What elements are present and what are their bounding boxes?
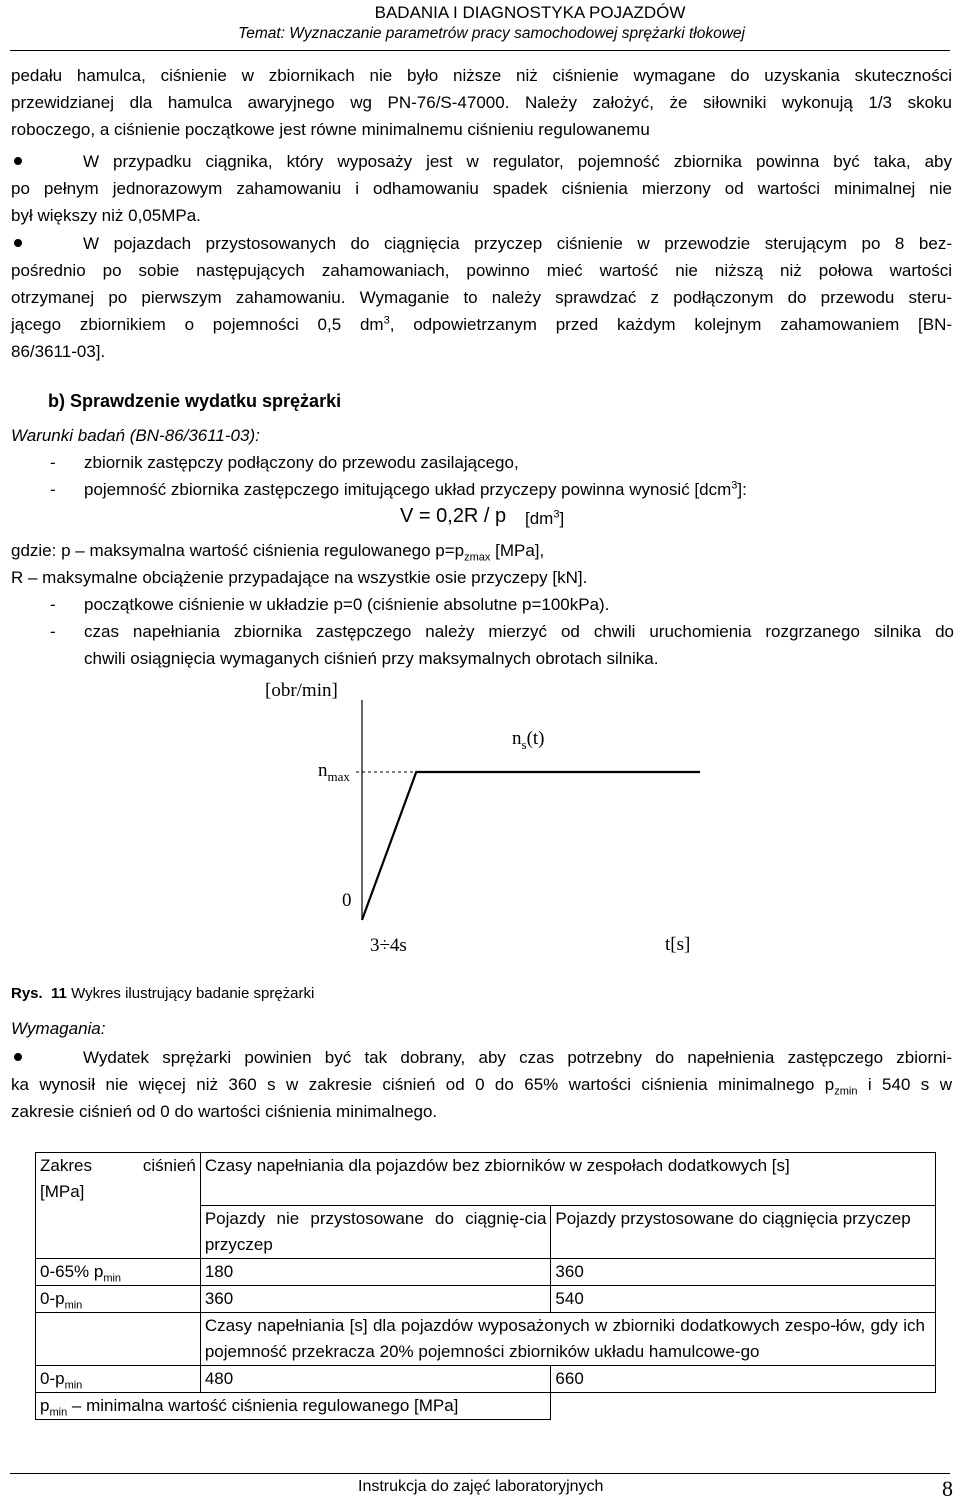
- header-title: BADANIA I DIAGNOSTYKA POJAZDÓW: [374, 3, 686, 22]
- requirements-line-2: ka wynosił nie więcej niż 360 s w zakresie ciśnień od 0 do 65% wartości ciśnienia minimalnego $p_{zmin}$ i 540 s w: [11, 1075, 952, 1098]
- bullet2-line-2: pośrednio po sobie następujących zahamowaniach, powinno mieć wartość nie niższą niż połowa wartości: [11, 261, 952, 280]
- figure-caption: Rys. 11 Wykres ilustrujący badanie sprężarki: [11, 985, 315, 1002]
- fill-times-table: [35, 1152, 936, 1420]
- list-dash: -: [50, 595, 56, 614]
- chart: [0, 670, 960, 970]
- requirements-line-3: zakresie ciśnień od 0 do wartości ciśnienia minimalnego.: [11, 1102, 438, 1121]
- header-times-cell: Czasy napełniania dla pojazdów bez zbiorników w zespołach dodatkowych [s]: [200, 1153, 935, 1206]
- x-axis-label: t[s]: [665, 934, 691, 955]
- nmax-label: $n_{max}$: [318, 760, 350, 784]
- header-col1-cell: Pojazdy nie przystosowane do ciągnię-cia przyczep: [200, 1206, 551, 1259]
- requirements-line-1: Wydatek sprężarki powinien być tak dobrany, aby czas potrzebny do napełnienia zastępczego zbiorni-: [83, 1048, 952, 1067]
- row-value: 360: [551, 1259, 936, 1286]
- page-number: 8: [942, 1476, 953, 1501]
- table-row: [36, 1153, 936, 1206]
- table-footnote: $p_{min}$ – minimalna wartość ciśnienia regulowanego [MPa]: [36, 1393, 551, 1420]
- intro-line-3: roboczego, a ciśnienie początkowe jest równe minimalnemu ciśnieniu regulowanemu: [11, 120, 650, 139]
- where-definition: gdzie: p – maksymalna wartość ciśnienia regulowanego $p=p_{zmax}$ [MPa],: [11, 541, 545, 564]
- bullet1-line-1: W przypadku ciągnika, który wyposaży jest w regulator, pojemność zbiornika powinna być taka, aby: [83, 152, 952, 171]
- bullet1-line-3: był większy niż 0,05MPa.: [11, 206, 201, 225]
- bullet2-line-4: jącego zbiornikiem o pojemności 0,5 $dm^3$, odpowietrzanym przed każdym kolejnym zahamowaniem [BN-: [11, 314, 953, 334]
- bullet1-line-2: po pełnym jednorazowym zahamowaniu i odhamowaniu spadek ciśnienia mierzony od wartości minimalnej nie: [11, 179, 952, 198]
- footer-text: Instrukcja do zajęć laboratoryjnych: [358, 1478, 604, 1495]
- series-line: [362, 772, 700, 920]
- row-value: 360: [200, 1286, 551, 1313]
- requirements-label: Wymagania:: [11, 1019, 106, 1038]
- header-col2-cell: Pojazdy przystosowane do ciągnięcia przyczep: [551, 1206, 936, 1259]
- section-heading: b) Sprawdzenie wydatku sprężarki: [48, 391, 342, 411]
- condition-item-3: początkowe ciśnienie w układzie p=0 (ciśnienie absolutne p=100kPa).: [84, 595, 610, 614]
- row-value: 660: [551, 1366, 936, 1393]
- bullet-dot: [14, 157, 22, 165]
- chart-y-unit: [obr/min]: [265, 680, 338, 701]
- bullet-dot: [14, 1053, 22, 1061]
- bullet2-line-3: otrzymanej po pierwszym zahamowaniu. Wymaganie to należy sprawdzać z podłączonym do przewodu steru-: [11, 288, 952, 307]
- row-value: 480: [200, 1366, 551, 1393]
- row-label: $0-p_{min}$: [36, 1366, 201, 1393]
- bullet2-line-5: 86/3611-03].: [11, 342, 106, 361]
- condition-item-2: pojemność zbiornika zastępczego imitującego układ przyczepy powinna wynosić [dcm$^3$]:: [84, 479, 747, 499]
- list-dash: -: [50, 480, 56, 499]
- list-dash: -: [50, 622, 56, 641]
- footer-rule: [10, 1473, 950, 1474]
- table-row: [36, 1313, 936, 1366]
- condition-item-4-line-1: czas napełniania zbiornika zastępczego należy mierzyć od chwili uruchomienia rozgrzanego silnika do: [84, 622, 954, 641]
- bullet2-line-1: W pojazdach przystosowanych do ciągnięcia przyczep ciśnienie w przewodzie sterującym po 8 bez-: [83, 234, 952, 253]
- formula: V = 0,2R / p: [400, 505, 507, 527]
- intro-line-1: pedału hamulca, ciśnienie w zbiornikach nie było niższe niż ciśnienie wymagane do uzyskania skuteczności: [11, 66, 952, 85]
- condition-item-1: zbiornik zastępczy podłączony do przewodu zasilającego,: [84, 453, 519, 472]
- table-row: [36, 1259, 936, 1286]
- bullet-dot: [14, 239, 22, 247]
- header-extra-times-cell: Czasy napełniania [s] dla pojazdów wyposażonych w zbiorniki dodatkowych zespo-łów, gdy ich pojemność przekracza 20% pojemności zbiorników układu hamulcowe-go: [200, 1313, 935, 1366]
- intro-line-2: przewidzianej dla hamulca awaryjnego wg PN-76/S-47000. Należy założyć, że siłowniki wykonują 1/3 skoku: [11, 93, 952, 112]
- row-value: 540: [551, 1286, 936, 1313]
- origin-label: 0: [342, 890, 352, 911]
- header-rule: [10, 50, 950, 51]
- table-row: [36, 1366, 936, 1393]
- r-definition: R – maksymalne obciążenie przypadające na wszystkie osie przyczepy [kN].: [11, 568, 588, 587]
- ramp-time-label: 3÷4s: [370, 935, 407, 956]
- series-label: $n_s(t)$: [512, 728, 545, 752]
- row-label: $0-p_{min}$: [36, 1286, 201, 1313]
- conditions-label: Warunki badań (BN-86/3611-03):: [11, 426, 260, 445]
- table-row: [36, 1393, 936, 1420]
- header-subtitle: Temat: Wyznaczanie parametrów pracy samochodowej sprężarki tłokowej: [238, 25, 745, 42]
- condition-item-4-line-2: chwili osiągnięcia wymaganych ciśnień przy maksymalnych obrotach silnika.: [84, 649, 659, 668]
- row-label: 0-65% $p_{min}$: [36, 1259, 201, 1286]
- list-dash: -: [50, 453, 56, 472]
- formula-unit: $[dm^3]$: [525, 508, 565, 528]
- table-row: [36, 1286, 936, 1313]
- row-value: 180: [200, 1259, 551, 1286]
- header-range-cell: Zakres ciśnień [MPa]: [36, 1153, 201, 1259]
